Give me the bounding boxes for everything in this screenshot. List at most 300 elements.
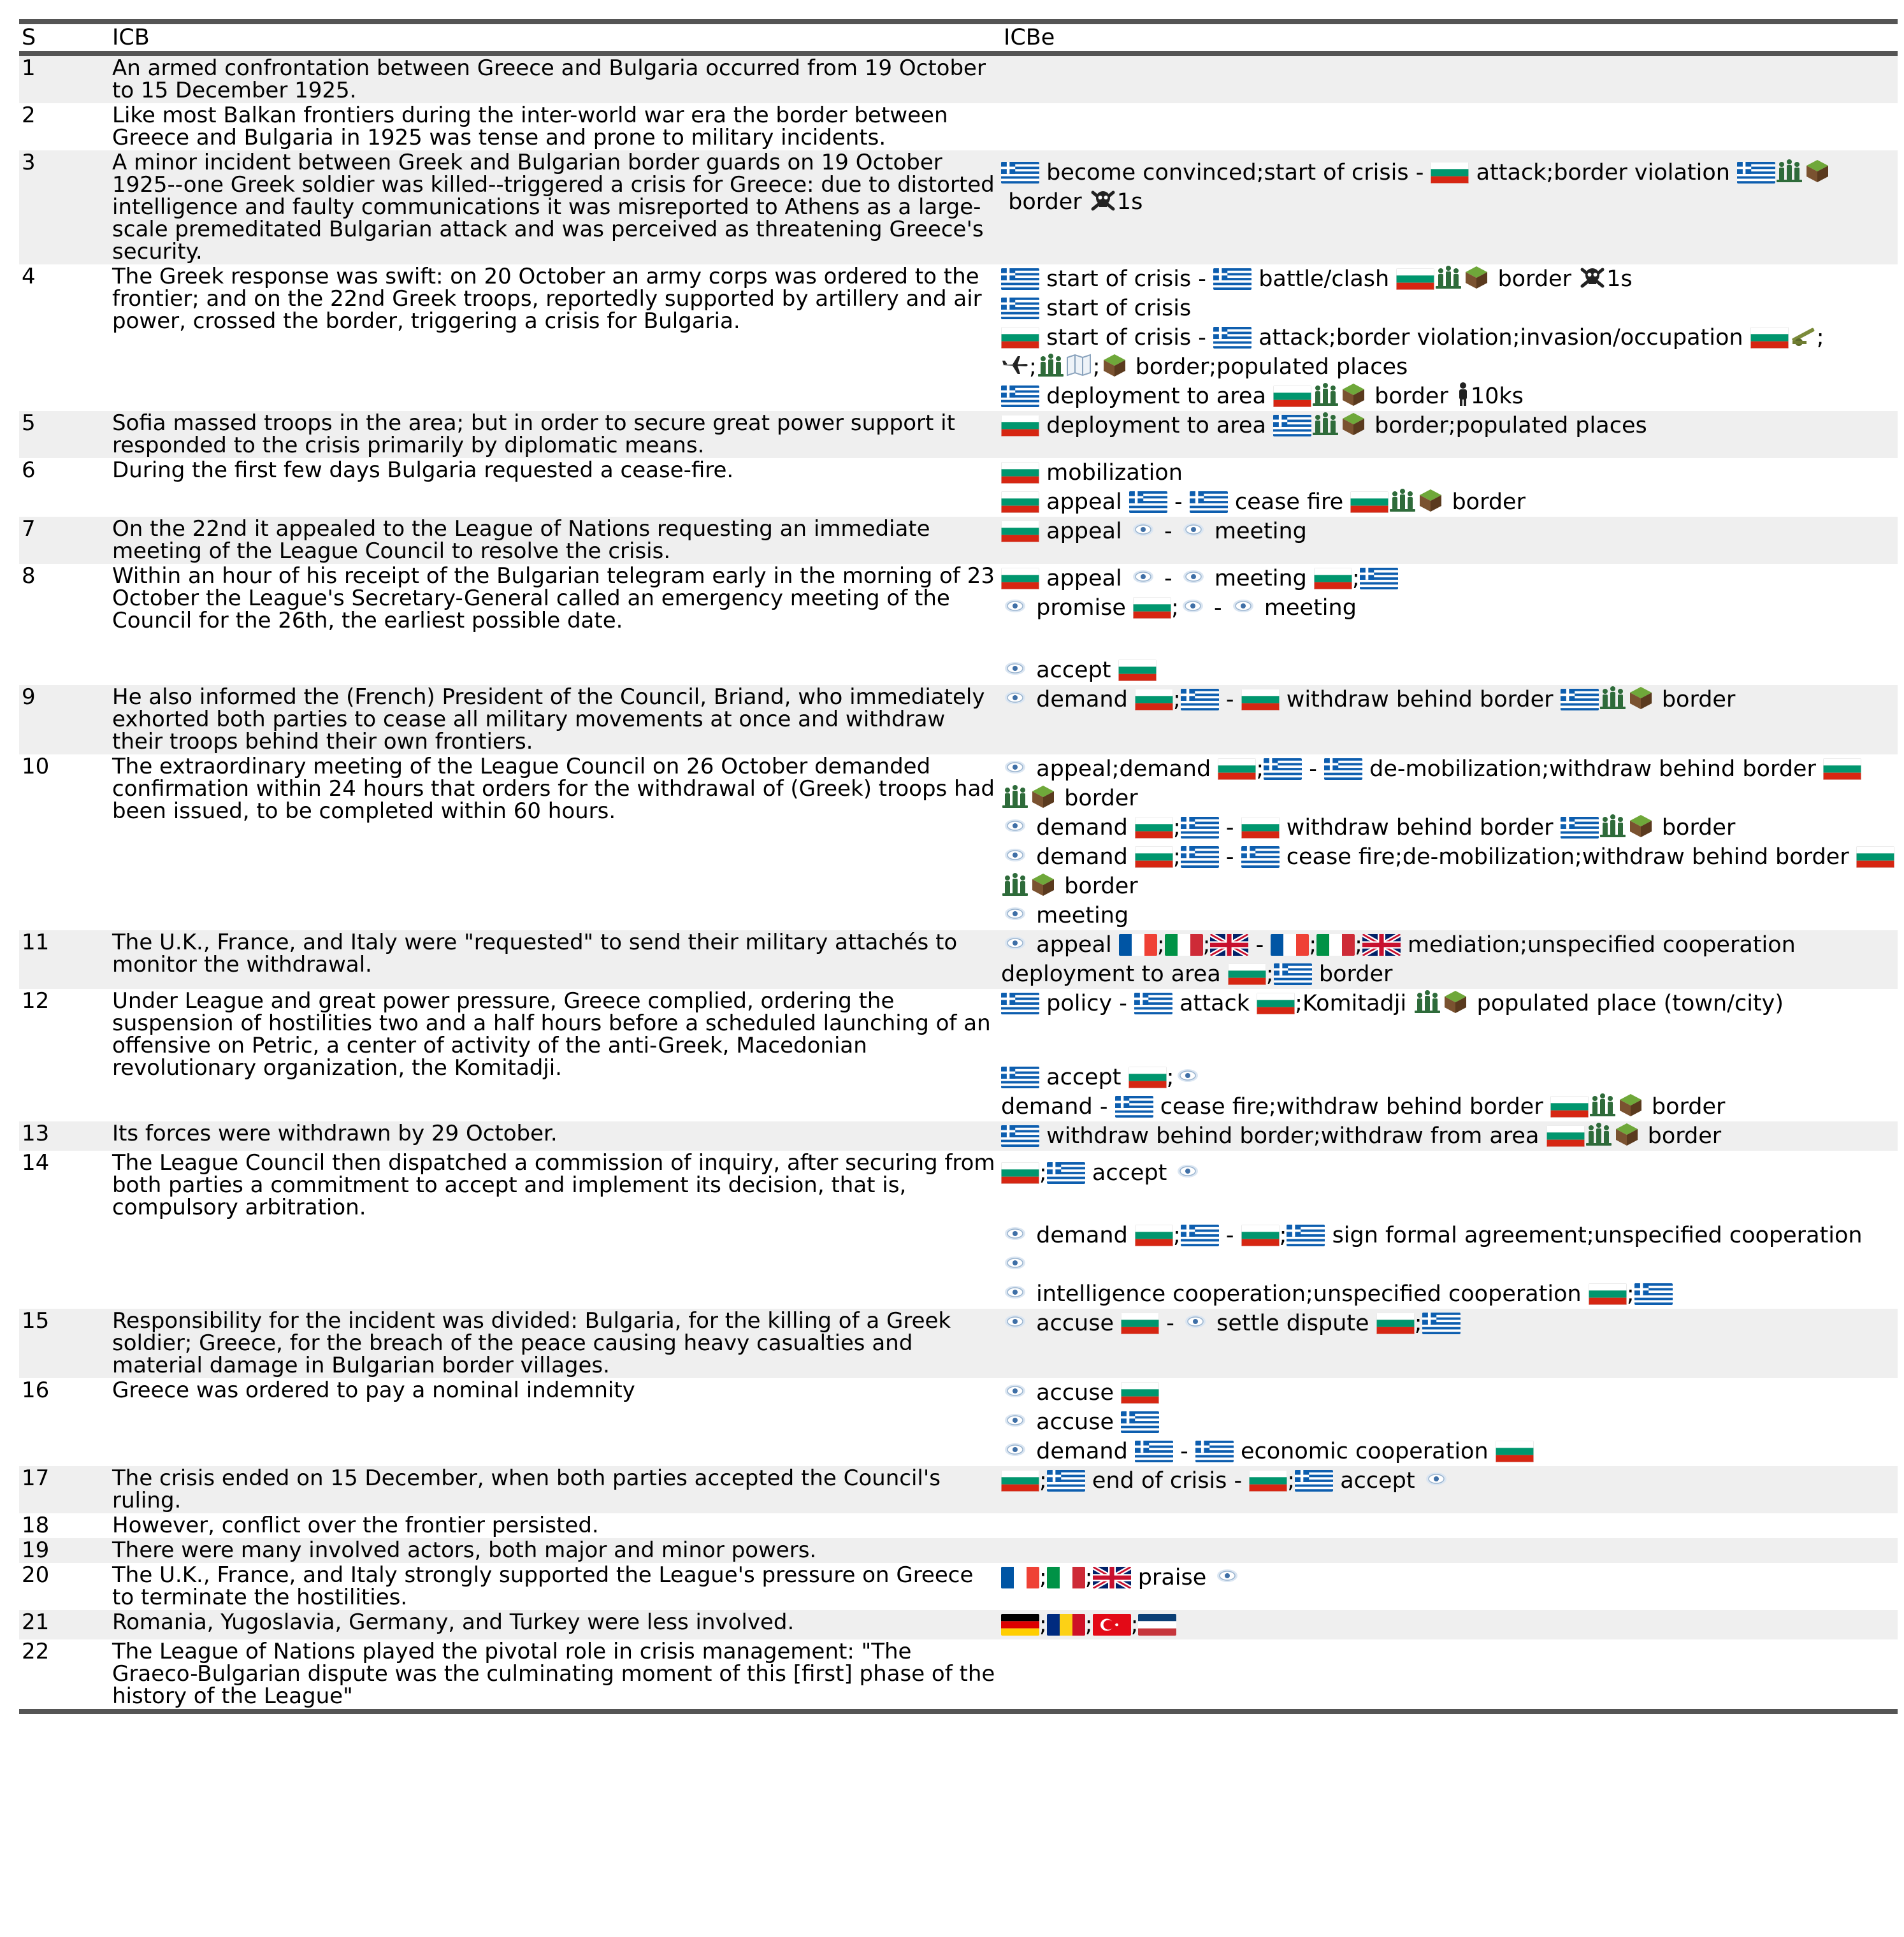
troops-icon xyxy=(1311,411,1339,436)
event-text: demand xyxy=(1029,815,1135,840)
event-text: appeal xyxy=(1039,566,1129,591)
event-text: demand - xyxy=(1001,1094,1115,1120)
event-line xyxy=(1001,264,1898,294)
icbe-events xyxy=(1001,1639,1898,1711)
sentence-number: 3 xyxy=(19,150,110,264)
event-text: cease fire;de-mobilization;withdraw behind border xyxy=(1279,844,1856,870)
table-row xyxy=(19,1309,1898,1378)
flag-greece xyxy=(1561,689,1599,710)
league-icon xyxy=(1001,1378,1029,1404)
league-icon xyxy=(1001,901,1029,926)
event-text: ; xyxy=(1157,932,1165,958)
event-text: - xyxy=(1218,1223,1241,1248)
crate-icon xyxy=(1339,411,1367,436)
icbe-events xyxy=(1001,754,1898,930)
flag-greece xyxy=(1181,1225,1219,1246)
icbe-events xyxy=(1001,411,1898,458)
event-line xyxy=(1001,1563,1898,1592)
troops-icon xyxy=(1388,487,1417,513)
flag-bulgaria xyxy=(1249,1470,1287,1492)
flag-greece xyxy=(1001,1125,1039,1147)
event-line xyxy=(1001,352,1898,382)
flag-bulgaria xyxy=(1135,1225,1173,1246)
event-spacer xyxy=(1001,1018,1898,1063)
event-line xyxy=(1001,1158,1898,1188)
event-text: border xyxy=(1644,1094,1726,1120)
league-icon xyxy=(1129,517,1157,542)
troops-icon xyxy=(1001,784,1029,809)
flag-bulgaria xyxy=(1118,659,1157,681)
flag-bulgaria xyxy=(1001,491,1039,513)
event-text: border xyxy=(1057,786,1138,811)
event-text: ; xyxy=(1202,932,1211,958)
sentence-number: 5 xyxy=(19,411,110,458)
event-text: border;populated places xyxy=(1128,354,1408,380)
event-text: ; xyxy=(1085,1565,1093,1590)
table-body xyxy=(19,54,1898,1711)
icbe-events xyxy=(1001,103,1898,150)
icb-text: The crisis ended on 15 December, when both parties accepted the Council's ruling. xyxy=(110,1466,1001,1513)
event-line xyxy=(1001,411,1898,440)
event-text: 1s xyxy=(1116,189,1143,215)
event-text: economic cooperation xyxy=(1233,1439,1496,1464)
flag-greece xyxy=(1274,963,1312,985)
event-text: border xyxy=(1640,1123,1722,1149)
league-icon xyxy=(1001,1221,1029,1246)
league-icon xyxy=(1174,1063,1202,1088)
league-icon xyxy=(1181,1309,1209,1334)
league-icon xyxy=(1229,593,1257,619)
icb-text: Sofia massed troops in the area; but in order to secure great power support it responded to the crisis primarily by diplomatic means. xyxy=(110,411,1001,458)
table-row xyxy=(19,564,1898,685)
event-line xyxy=(1001,158,1898,187)
event-line xyxy=(1001,487,1898,517)
icb-text: The League of Nations played the pivotal role in crisis management: "The Graeco-Bulgarian dispute was the culminating moment of this [first] phase of the history of the League" xyxy=(112,1639,995,1709)
troops-icon xyxy=(1599,813,1627,839)
event-spacer xyxy=(1001,150,1898,158)
event-line xyxy=(1001,1466,1898,1495)
flag-greece xyxy=(1195,1441,1234,1462)
event-text: ; xyxy=(1172,687,1181,712)
event-line xyxy=(1001,517,1898,546)
flag-germany xyxy=(1001,1614,1039,1636)
event-line xyxy=(1001,1121,1898,1151)
league-icon xyxy=(1001,930,1029,956)
flag-bulgaria xyxy=(1001,1470,1039,1492)
event-line xyxy=(1001,754,1898,784)
event-text: - xyxy=(1218,815,1241,840)
flag-bulgaria xyxy=(1257,993,1295,1014)
event-text: ; xyxy=(1171,595,1179,621)
icb-text: The U.K., France, and Italy were "requested" to send their military attachés to monitor the withdrawal. xyxy=(110,930,1001,989)
event-line xyxy=(1001,1063,1898,1092)
event-text: accept xyxy=(1029,658,1118,683)
column-header-icb: ICB xyxy=(112,25,150,50)
flag-italy xyxy=(1047,1567,1085,1588)
flag-bulgaria xyxy=(1001,327,1039,349)
table-row xyxy=(19,103,1898,150)
icbe-events xyxy=(1001,150,1898,264)
skull-icon xyxy=(1578,264,1606,290)
table-header-row xyxy=(19,22,1898,54)
icbe-events xyxy=(1001,1538,1898,1563)
flag-bulgaria xyxy=(1314,568,1352,589)
league-icon xyxy=(1174,1158,1202,1184)
event-text: cease fire;withdraw behind border xyxy=(1153,1094,1550,1120)
league-icon xyxy=(1001,842,1029,868)
league-icon xyxy=(1179,517,1208,542)
event-line xyxy=(1001,382,1898,411)
icb-text: A minor incident between Greek and Bulgarian border guards on 19 October 1925--one Greek soldier was killed--triggered a crisis for Greece: due to distorted intelligence and faulty communications it was misreported to Athens as a large-scale premeditated Bulgarian attack and was perceived as threatening Greece's security. xyxy=(110,150,1001,264)
event-line xyxy=(1001,458,1898,487)
icbe-events xyxy=(1001,1151,1898,1309)
flag-greece xyxy=(1129,491,1167,513)
table-row xyxy=(19,264,1898,411)
event-text: - xyxy=(1172,1439,1195,1464)
flag-bulgaria xyxy=(1135,846,1173,868)
icbe-events xyxy=(1001,1563,1898,1610)
event-text: border xyxy=(1445,489,1525,515)
event-line xyxy=(1001,187,1898,217)
icbe-events xyxy=(1001,264,1898,411)
icb-text: There were many involved actors, both major and minor powers. xyxy=(110,1538,1001,1563)
event-text: demand xyxy=(1029,1439,1135,1464)
league-icon xyxy=(1001,1250,1029,1276)
event-text: border xyxy=(1654,815,1736,840)
event-text: ; xyxy=(1172,815,1181,840)
event-text: start of crisis - xyxy=(1039,266,1214,292)
icb-text: An armed confrontation between Greece and Bulgaria occurred from 19 October to 15 December 1925. xyxy=(110,54,1001,103)
event-text: - xyxy=(1159,1311,1182,1336)
table-row xyxy=(19,411,1898,458)
event-text: sign formal agreement;unspecified cooperation xyxy=(1325,1223,1863,1248)
event-text: ; xyxy=(1166,1065,1174,1090)
icb-text: Romania, Yugoslavia, Germany, and Turkey were less involved. xyxy=(110,1610,1001,1639)
icbe-events xyxy=(1001,989,1898,1121)
icb-text: Like most Balkan frontiers during the inter-world war era the border between Greece and Bulgaria in 1925 was tense and prone to military incidents. xyxy=(112,103,948,150)
event-line xyxy=(1001,323,1898,352)
event-text: deployment to area xyxy=(1039,384,1274,409)
flag-france xyxy=(1119,934,1157,956)
league-icon xyxy=(1001,1309,1029,1334)
event-text: ; xyxy=(1279,1223,1287,1248)
event-text: ; xyxy=(1266,961,1274,987)
sentence-number: 16 xyxy=(22,1378,50,1403)
flag-greece xyxy=(1047,1470,1085,1492)
flag-greece xyxy=(1273,415,1311,436)
crate-icon xyxy=(1339,382,1367,407)
event-line xyxy=(1001,1408,1898,1437)
event-text: ; xyxy=(1029,354,1037,380)
event-text: ; xyxy=(1287,1468,1295,1494)
flag-france xyxy=(1001,1567,1039,1588)
sentence-number: 19 xyxy=(19,1538,110,1563)
event-line xyxy=(1001,564,1898,593)
flag-greece xyxy=(1190,491,1228,513)
league-icon xyxy=(1001,754,1029,780)
league-icon xyxy=(1001,685,1029,710)
event-text: border xyxy=(1367,384,1455,409)
flag-greece xyxy=(1121,1411,1159,1433)
table-row xyxy=(19,54,1898,103)
flag-uk xyxy=(1362,934,1401,956)
sentence-number: 14 xyxy=(22,1150,50,1176)
flag-bulgaria xyxy=(1121,1382,1159,1404)
flag-greece xyxy=(1001,1067,1039,1088)
icb-text: On the 22nd it appealed to the League of Nations requesting an immediate meeting of the League Council to resolve the crisis. xyxy=(110,517,1001,564)
event-text: meeting xyxy=(1207,566,1314,591)
crate-icon xyxy=(1613,1121,1641,1147)
event-text: populated place (town/city) xyxy=(1469,991,1784,1016)
icb-text: The League Council then dispatched a commission of inquiry, after securing from both parties a commitment to accept and implement its decision, that is, compulsory arbitration. xyxy=(112,1150,995,1220)
flag-greece xyxy=(1287,1225,1325,1246)
table-row xyxy=(19,1378,1898,1466)
league-icon xyxy=(1422,1466,1450,1492)
sentence-number: 7 xyxy=(19,517,110,564)
icbe-events xyxy=(1001,930,1898,989)
icb-text: The extraordinary meeting of the League Council on 26 October demanded confirmation within 24 hours that orders for the withdrawal of (Greek) troops had been issued, to be completed within 60 hours. xyxy=(112,754,995,824)
flag-greece xyxy=(1561,817,1599,839)
icb-text: Its forces were withdrawn by 29 October. xyxy=(110,1121,1001,1151)
flag-bulgaria xyxy=(1396,268,1434,290)
flag-greece xyxy=(1001,993,1039,1014)
event-text: mediation;unspecified cooperation xyxy=(1400,932,1796,958)
flag-bulgaria xyxy=(1129,1067,1167,1088)
event-line xyxy=(1001,1250,1898,1279)
troops-icon xyxy=(1001,872,1029,897)
event-text: accept xyxy=(1085,1160,1174,1186)
flag-greece xyxy=(1135,1441,1173,1462)
flag-bulgaria xyxy=(1431,162,1469,184)
flag-bulgaria xyxy=(1001,462,1039,484)
event-text: - xyxy=(1157,519,1179,544)
flag-italy xyxy=(1165,934,1203,956)
event-text: de-mobilization;withdraw behind border xyxy=(1362,756,1823,782)
event-text: ; xyxy=(1039,1160,1047,1186)
troops-icon xyxy=(1413,989,1441,1014)
icbe-events xyxy=(1001,685,1898,754)
icb-text: The Greek response was swift: on 20 October an army corps was ordered to the frontier; and on the 22nd Greek troops, reportedly supported by artillery and air power, crossed the border, triggering a crisis for Bulgaria. xyxy=(112,264,982,334)
table-row xyxy=(19,989,1898,1121)
flag-bulgaria xyxy=(1001,521,1039,542)
event-text: ; xyxy=(1092,354,1100,380)
crate-icon xyxy=(1627,685,1655,710)
event-text: 1s xyxy=(1606,266,1633,292)
icb-text: The U.K., France, and Italy strongly supported the League's pressure on Greece to terminate the hostilities. xyxy=(112,1562,974,1610)
event-line xyxy=(1001,989,1898,1018)
event-text: settle dispute xyxy=(1209,1311,1376,1336)
flag-bulgaria xyxy=(1228,963,1266,985)
flag-bulgaria xyxy=(1241,817,1280,839)
sentence-number: 20 xyxy=(22,1562,50,1588)
cannon-icon xyxy=(1789,323,1817,349)
flag-yugoslavia xyxy=(1138,1614,1176,1636)
event-text: ; xyxy=(1816,325,1824,350)
event-text: start of crisis xyxy=(1039,296,1192,321)
table-row xyxy=(19,1513,1898,1538)
flag-bulgaria xyxy=(1001,415,1039,436)
event-text: demand xyxy=(1029,1223,1135,1248)
flag-romania xyxy=(1047,1614,1085,1636)
event-line xyxy=(1001,784,1898,813)
icb-text: Within an hour of his receipt of the Bulgarian telegram early in the morning of 23 October the League's Secretary-General called an emergency meeting of the Council for the 26th, the earliest possible date. xyxy=(112,563,995,633)
flag-bulgaria xyxy=(1273,385,1311,407)
event-text: accept xyxy=(1039,1065,1129,1090)
table-row xyxy=(19,1121,1898,1151)
event-text: ; xyxy=(1256,756,1264,782)
sentence-number: 10 xyxy=(22,754,50,779)
sentence-number: 1 xyxy=(19,54,110,103)
icbe-events xyxy=(1001,1610,1898,1639)
sentence-number: 17 xyxy=(19,1466,110,1513)
event-text: ; xyxy=(1172,844,1181,870)
flag-bulgaria xyxy=(1001,1162,1039,1184)
table-row xyxy=(19,754,1898,930)
troops-icon xyxy=(1037,352,1065,378)
flag-greece xyxy=(1001,268,1039,290)
icb-icbe-comparison-sheet xyxy=(19,19,1898,1714)
flag-bulgaria xyxy=(1001,568,1039,589)
event-text: withdraw behind border;withdraw from area xyxy=(1039,1123,1547,1149)
sentence-number: 15 xyxy=(19,1309,110,1378)
event-text: attack;border violation xyxy=(1469,160,1738,185)
sentence-number: 13 xyxy=(19,1121,110,1151)
flag-bulgaria xyxy=(1350,491,1388,513)
event-line xyxy=(1001,1092,1898,1121)
troops-icon xyxy=(1599,685,1627,710)
skull-icon xyxy=(1089,187,1117,213)
flag-greece xyxy=(1213,268,1251,290)
event-line xyxy=(1001,901,1898,930)
icb-text: Under League and great power pressure, Greece complied, ordering the suspension of hostilities two and a half hours before a scheduled launching of an offensive on Petric, a center of activity of the anti-Greek, Macedonian revolutionary organization, the Komitadji. xyxy=(112,988,991,1081)
column-header-s: S xyxy=(22,25,36,50)
event-text: meeting xyxy=(1029,903,1129,928)
event-text: accuse xyxy=(1029,1409,1121,1435)
flag-greece xyxy=(1241,846,1280,868)
event-text: appeal xyxy=(1039,489,1129,515)
event-text: ; xyxy=(1172,1223,1181,1248)
sentence-number: 11 xyxy=(19,930,110,989)
event-line xyxy=(1001,1378,1898,1408)
flag-bulgaria xyxy=(1133,597,1171,619)
event-text: deployment to area xyxy=(1001,961,1228,987)
event-text: accuse xyxy=(1029,1311,1121,1336)
league-icon xyxy=(1129,564,1157,589)
event-text: accuse xyxy=(1029,1380,1121,1406)
table-row xyxy=(19,1610,1898,1639)
crate-icon xyxy=(1417,487,1445,513)
flag-bulgaria xyxy=(1550,1096,1589,1118)
event-text: - xyxy=(1248,932,1271,958)
event-line xyxy=(1001,1610,1898,1639)
crate-icon xyxy=(1617,1092,1645,1118)
flag-greece xyxy=(1001,298,1039,319)
event-text: ; xyxy=(1309,932,1317,958)
sentence-number: 2 xyxy=(22,103,36,128)
flag-greece xyxy=(1213,327,1251,349)
icb-text: Responsibility for the incident was divided: Bulgaria, for the killing of a Greek soldier; Greece, for the breach of the peace causing heavy casualties and material damage in Bulgarian border villages. xyxy=(110,1309,1001,1378)
event-line xyxy=(1001,685,1898,714)
crate-icon xyxy=(1100,352,1129,378)
event-text: - xyxy=(1167,489,1190,515)
league-icon xyxy=(1001,1408,1029,1433)
flag-bulgaria xyxy=(1496,1441,1534,1462)
flag-bulgaria xyxy=(1218,758,1256,780)
event-text: cease fire xyxy=(1227,489,1351,515)
event-text: battle/clash xyxy=(1251,266,1397,292)
flag-greece xyxy=(1047,1162,1085,1184)
flag-bulgaria xyxy=(1121,1313,1159,1334)
event-text: border xyxy=(1057,874,1138,899)
event-text: border;populated places xyxy=(1367,413,1647,438)
icbe-events xyxy=(1001,1121,1898,1151)
flag-greece xyxy=(1001,162,1039,184)
event-text: meeting xyxy=(1207,519,1307,544)
troops-icon xyxy=(1585,1121,1613,1147)
event-text: end of crisis - xyxy=(1085,1468,1250,1494)
flag-bulgaria xyxy=(1750,327,1789,349)
event-text: intelligence cooperation;unspecified cooperation xyxy=(1029,1281,1589,1307)
table-row xyxy=(19,458,1898,517)
event-text: 10ks xyxy=(1470,384,1524,409)
sentence-number: 21 xyxy=(19,1610,110,1639)
event-text: ; xyxy=(1039,1468,1047,1494)
flag-greece xyxy=(1295,1470,1333,1492)
event-text: praise xyxy=(1130,1565,1214,1590)
flag-greece xyxy=(1324,758,1362,780)
icbe-events xyxy=(1001,1309,1898,1378)
event-text: withdraw behind border xyxy=(1279,687,1561,712)
event-line xyxy=(1001,593,1898,623)
event-text: - xyxy=(1218,687,1241,712)
event-text: attack xyxy=(1172,991,1257,1016)
icbe-events xyxy=(1001,1466,1898,1513)
event-text: appeal xyxy=(1029,932,1119,958)
event-line xyxy=(1001,1437,1898,1466)
table-row xyxy=(19,150,1898,264)
flag-france xyxy=(1271,934,1309,956)
event-text: border xyxy=(1311,961,1393,987)
event-text: ; xyxy=(1414,1311,1422,1336)
flag-turkey xyxy=(1093,1614,1131,1636)
troops-icon xyxy=(1589,1092,1617,1118)
flag-greece xyxy=(1181,817,1219,839)
sentence-number: 6 xyxy=(22,457,36,483)
event-text: ; xyxy=(1626,1281,1634,1307)
flag-bulgaria xyxy=(1856,846,1894,868)
crate-icon xyxy=(1029,784,1057,809)
event-line xyxy=(1001,842,1898,872)
event-line xyxy=(1001,1221,1898,1250)
event-text: ; xyxy=(1085,1612,1093,1638)
troops-icon xyxy=(1775,158,1803,184)
column-header-icbe: ICBe xyxy=(1004,25,1055,50)
sentence-number: 4 xyxy=(22,264,36,289)
event-text: attack;border violation;invasion/occupation xyxy=(1251,325,1750,350)
event-text: ; xyxy=(1352,566,1360,591)
event-line xyxy=(1001,872,1898,901)
event-text: ; xyxy=(1039,1565,1047,1590)
icbe-events xyxy=(1001,564,1898,685)
flag-bulgaria xyxy=(1241,689,1280,710)
event-spacer xyxy=(1001,1188,1898,1221)
flag-greece xyxy=(1264,758,1302,780)
sentence-number: 9 xyxy=(19,685,110,754)
event-text: border xyxy=(1001,189,1089,215)
event-text: demand xyxy=(1029,687,1135,712)
table-row xyxy=(19,1563,1898,1610)
icb-text: He also informed the (French) President of the Council, Briand, who immediately exhorted both parties to cease all military movements at once and withdraw their troops behind their own frontiers. xyxy=(110,685,1001,754)
